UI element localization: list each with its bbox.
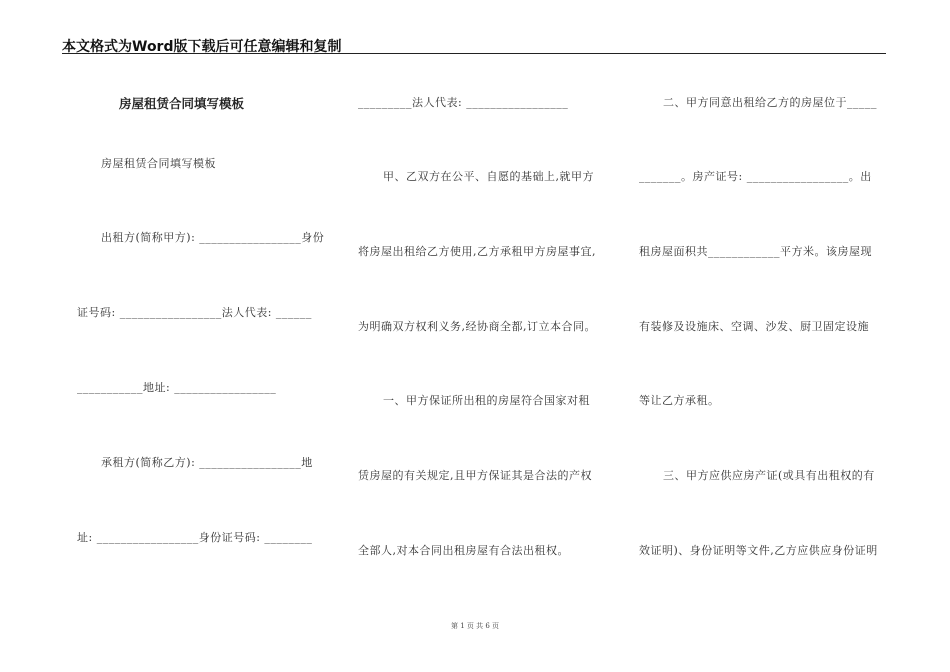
page-number: 第 1 页 共 6 页 xyxy=(450,622,500,630)
download-banner: 本文格式为Word版下载后可任意编辑和复制 xyxy=(62,39,342,55)
text-line: 二、甲方同意出租给乙方的房屋位于_____ xyxy=(663,96,877,109)
document-title: 房屋租赁合同填写模板 xyxy=(119,96,245,111)
text-line: 三、甲方应供应房产证(或具有出租权的有 xyxy=(663,469,875,482)
text-line: 为明确双方权利义务,经协商全都,订立本合同。 xyxy=(358,320,596,333)
text-line: 赁房屋的有关规定,且甲方保证其是合法的产权 xyxy=(358,469,592,482)
text-line: 证号码: _________________法人代表: ______ xyxy=(77,306,312,319)
text-line: ___________地址: _________________ xyxy=(77,381,277,394)
text-line: 出租方(简称甲方): _________________身份 xyxy=(101,231,325,244)
header-rule xyxy=(62,53,886,54)
text-line: 效证明)、身份证明等文件,乙方应供应身份证明 xyxy=(639,544,878,557)
text-line: 甲、乙双方在公平、自愿的基础上,就甲方 xyxy=(383,170,594,183)
text-line: 有装修及设施床、空调、沙发、厨卫固定设施 xyxy=(639,320,869,333)
text-line: _________法人代表: _________________ xyxy=(358,96,569,109)
text-line: 租房屋面积共____________平方米。该房屋现 xyxy=(639,245,872,258)
text-line: 址: _________________身份证号码: ________ xyxy=(77,531,313,544)
text-line: 将房屋出租给乙方使用,乙方承租甲方房屋事宜, xyxy=(358,245,596,258)
text-line: 一、甲方保证所出租的房屋符合国家对租 xyxy=(383,394,590,407)
text-line: 全部人,对本合同出租房屋有合法出租权。 xyxy=(358,544,569,557)
text-line: _______。房产证号: _________________。出 xyxy=(639,170,872,183)
text-line: 承租方(简称乙方): _________________地 xyxy=(101,456,313,469)
text-line: 房屋租赁合同填写模板 xyxy=(101,157,216,170)
text-line: 等让乙方承租。 xyxy=(639,394,720,407)
